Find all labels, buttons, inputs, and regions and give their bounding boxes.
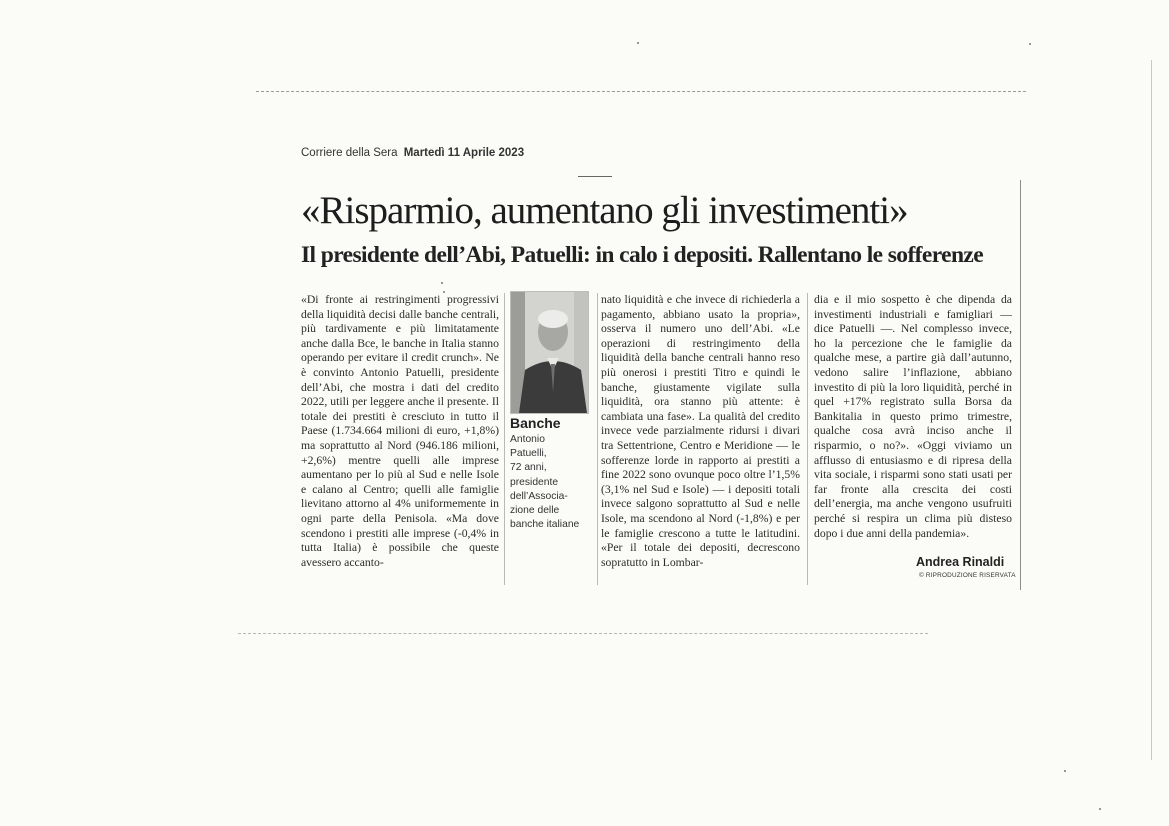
- article-byline: Andrea Rinaldi: [916, 555, 1005, 569]
- top-scan-rule: [256, 91, 1026, 92]
- photo-caption-title: Banche: [510, 415, 561, 431]
- caption-line: Patuelli,: [510, 448, 547, 460]
- page-edge-right: [1151, 60, 1152, 760]
- column-divider: [504, 293, 505, 585]
- scan-speck: [1099, 808, 1101, 810]
- bottom-scan-rule: [238, 633, 928, 634]
- issue-date: Martedì 11 Aprile 2023: [403, 147, 525, 159]
- caption-line: presidente: [510, 476, 559, 488]
- portrait-photo: [510, 291, 589, 414]
- article-column-1: «Di fronte ai restringimenti progressivi della liquidità decisi dalle banche centrali, più tardivamente e più limitatamente anche dalla Bce, le banche in Italia stanno operando per evitare il credit crunch». Ne è convinto Antonio Patuelli, presidente dell’Abi, che mostra i dati del credito 2022, utili per leggere anche il presente. Il totale dei prestiti è cresciuto in tutto il Paese (1.734.664 milioni di euro, +1,8%) ma soprattutto al Nord (946.186 milioni, +2,6%) mentre quelli alle imprese aumentano per lo più al Sud e nelle Isole e calano al Centro; quelli alle famiglie lievitano attorno al 4% uniformemente in ogni parte della Penisola. «Ma dove scendono i prestiti alle imprese (-0,4% in tutta Italia) è possibile che queste avessero accanto-: [301, 293, 499, 569]
- article-headline: «Risparmio, aumentano gli investimenti»: [301, 189, 908, 232]
- photo-caption: [510, 433, 594, 532]
- article-column-3: dia e il mio sospetto è che dipenda da investimenti industriali e famigliari — dice Patuelli —. Nel complesso invece, ho la percezione che le famiglie da qualche mese, a partire già dall’autunno, vedono salire l’inflazione, abbiano investito di più la loro liquidità, perché in quel +17% registrato sulla Borsa da Bankitalia in questo primo trimestre, qualche cosa avrà inciso anche il risparmio, o no?». «Oggi viviamo un afflusso di entusiasmo e di ripresa della vita sociale, i risparmi sono stati usati per far fronte alla crescita dei costi dell’energia, ma anche vengono usufruiti perché si respira un clima più disteso dopo i due anni della pandemia».: [814, 293, 1012, 540]
- article-column-2: nato liquidità e che invece di richiederla a pagamento, abbiano usato la propria», osserva il numero uno dell’Abi. «Le operazioni di restringimento della liquidità della banche centrali hanno reso più onerosi i prestiti Titro e quindi le banche, giustamente vigilate sulla liquidità, ora stanno più attente: è cambiata una fase». La qualità del credito invece vede parzialmente ridursi i divari tra Settentrione, Centro e Meridione — le sofferenze lorde in rapporto ai prestiti a fine 2022 sono ovunque poco oltre l’1,5% (3,1% nel Sud e Isole) — i depositi totali invece salgono soprattutto al Sud e nelle Isole, ma scendono al Nord (-1,8%) e per le famiglie crescono a tutte le latitudini. «Per il totale dei depositi, decrescono sopratutto in Lombar-: [601, 293, 800, 569]
- copyright-notice: © RIPRODUZIONE RISERVATA: [919, 572, 1016, 579]
- newspaper-name: Corriere della Sera: [301, 147, 398, 159]
- scan-speck: [637, 42, 639, 44]
- caption-line: 72 anni,: [510, 462, 547, 474]
- caption-line: Antonio: [510, 434, 545, 445]
- scan-speck: [1064, 770, 1066, 772]
- caption-line: zione delle: [510, 505, 560, 517]
- article-edge-right: [1020, 180, 1021, 590]
- portrait-image: [511, 292, 588, 413]
- caption-line: banche italiane: [510, 519, 580, 531]
- column-divider: [807, 293, 808, 585]
- caption-line: dell’Associa-: [510, 490, 568, 502]
- scan-speck: [441, 282, 443, 284]
- masthead: [301, 147, 524, 159]
- article-subheadline: Il presidente dell’Abi, Patuelli: in calo i depositi. Rallentano le sofferenze: [301, 242, 984, 268]
- column-divider: [597, 293, 598, 585]
- masthead-divider: [578, 176, 612, 177]
- scan-speck: [1029, 43, 1031, 45]
